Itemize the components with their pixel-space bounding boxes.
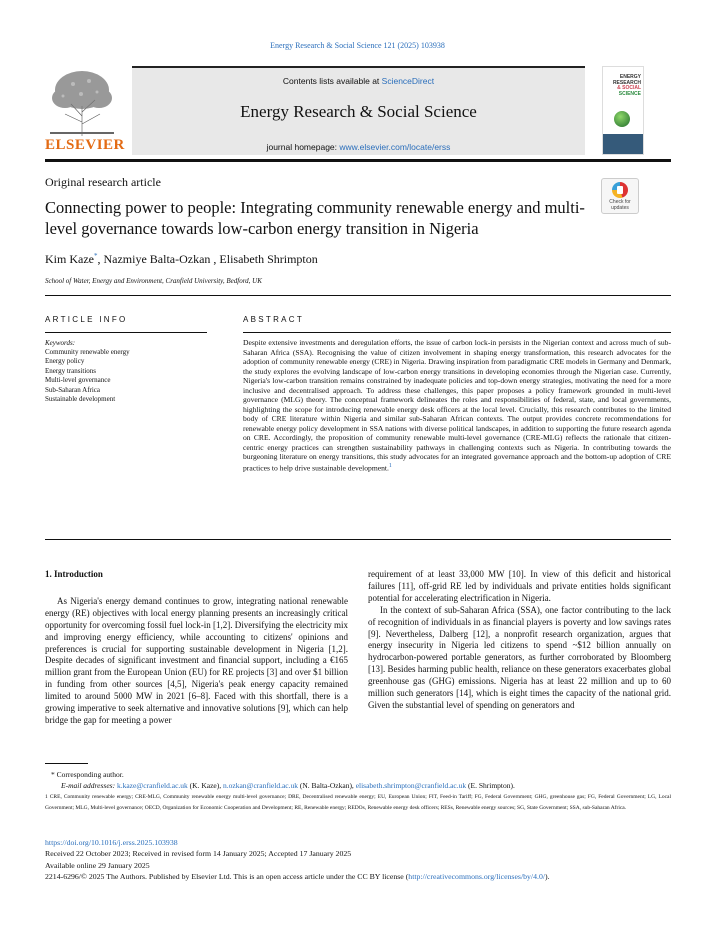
abstract-text-block — [243, 338, 671, 473]
keyword: Sustainable development — [45, 395, 116, 404]
email-link-shrimpton[interactable]: elisabeth.shrimpton@cranfield.ac.uk — [355, 781, 467, 790]
keyword: Energy policy — [45, 357, 85, 366]
header-divider — [45, 159, 671, 162]
article-title: Connecting power to people: Integrating community renewable energy and multi-level governance towards low-carbon energy transition in Nigeria — [45, 198, 585, 238]
abstract-rule — [243, 332, 671, 333]
article-info-heading: ARTICLE INFO — [45, 315, 128, 324]
elsevier-tree-icon — [45, 66, 119, 138]
abstract-heading: ABSTRACT — [243, 315, 305, 324]
abbreviations-footnote: 1 CRE, Community renewable energy; CRE-MLG, Community renewable energy multi-level governance; DRE, Decentralised renewable energy; EU, European Union; FIT, Feed-in Tariff; FG, Federal Government; GHG, greenhouse gas; FG, Federal Government; LG, Local Government; MLG, Multi-level governance; OECD, Organization for Economic Cooperation and Development; RE, Renewable energy; REDOs, Renewable energy desk officers; RESs, Renewable energy sources; SG, State Government; SSA, sub-Saharan Africa. — [45, 794, 671, 811]
body-column-right — [368, 569, 671, 712]
elsevier-logo — [45, 66, 125, 156]
email-label: E-mail addresses: — [61, 781, 117, 790]
available-online-date: Available online 29 January 2025 — [45, 860, 150, 870]
footnotes — [45, 770, 671, 813]
keywords-list — [45, 348, 130, 404]
check-updates-label: Check for updates — [609, 199, 631, 211]
article-info-rule — [45, 332, 207, 333]
email-addresses — [61, 781, 671, 790]
author-list — [45, 252, 318, 267]
corresponding-author-note: * Corresponding author. — [51, 770, 124, 779]
journal-header — [45, 66, 671, 158]
journal-reference-link[interactable]: Energy Research & Social Science 121 (2025) 103938 — [270, 41, 445, 50]
cover-title-line-1: ENERGY — [619, 74, 641, 80]
journal-homepage-link[interactable]: www.elsevier.com/locate/erss — [339, 142, 451, 152]
contents-prefix: Contents lists available at — [282, 76, 382, 86]
received-dates: Received 22 October 2023; Received in revised form 14 January 2025; Accepted 17 January 2025 — [45, 849, 352, 859]
abstract-text: Despite extensive investments and deregulation efforts, the issue of carbon lock-in persists in the Nigerian context and across much of sub-Saharan Africa (SSA). Recognising the value of citizen involvement in shaping energy transformation, this research advocates for the adoption of community renewable energy (CRE) in Nigeria. Drawing inspiration from paradigmatic CRE models in Germany and Denmark, the study explores the evolving landscape of low-carbon energy transitions in developing economies through the Nigerian case. Currently, Nigeria's low-carbon transition remains constrained by inadequate policies and top-down energy strategies, motivating the need for a more inclusive and decentralised approach. To address these challenges, this paper proposes a policy framework grounded in multi-level governance (MLG) theory. The conceptual framework delineates the roles and responsibilities of federal, state, and local governments, highlighting the scope for introducing renewable energy desk officers at the local level. Crucially, this research contributes to the limited body of CRE literature within Nigeria and similar sub-Saharan African contexts. The output provides concrete recommendations for renewable energy policy development in SSA nations with diverse political landscapes, in addition to supporting the future research agenda on CRE. Accordingly, the proposition of community renewable multi-level governance (CRE-MLG) reflects the rationale that citizen-centric energy practices can strengthen sustainability pathways in challenging contexts such as Nigeria. In contributing towards the burgeoning literature on energy transitions, this study advocates for an integrated governance approach and the bottom-up adoption of CRE practices to help drive sustainable development. — [243, 338, 671, 473]
author-name[interactable]: Kim Kaze — [45, 252, 94, 266]
doi-link[interactable]: https://doi.org/10.1016/j.erss.2025.103938 — [45, 838, 178, 847]
affiliation: School of Water, Energy and Environment, Cranfield University, Bedford, UK — [45, 277, 262, 285]
license-text: 2214-6296/© 2025 The Authors. Published by Elsevier Ltd. This is an open access article under the CC BY license ( — [45, 872, 409, 882]
sciencedirect-link[interactable]: ScienceDirect — [381, 76, 435, 86]
keyword: Sub-Saharan Africa — [45, 385, 101, 394]
license-line — [45, 871, 671, 882]
abstract-bottom-divider — [45, 539, 671, 540]
homepage-line — [132, 142, 585, 152]
check-updates-icon — [612, 182, 628, 198]
keyword: Community renewable energy — [45, 348, 130, 356]
email-owner: (K. Kaze), — [187, 781, 223, 790]
bibliographic-info — [45, 837, 671, 883]
cover-title-line-4: SCIENCE — [618, 90, 641, 97]
homepage-prefix: journal homepage: — [266, 142, 340, 152]
cover-title-line-2: RESEARCH — [612, 79, 641, 86]
publisher-name: ELSEVIER — [45, 137, 125, 153]
cover-title-line-3: & SOCIAL — [617, 85, 641, 91]
affiliation-divider — [45, 295, 671, 296]
body-column-left — [45, 569, 348, 727]
license-link[interactable]: http://creativecommons.org/licenses/by/4.0/ — [408, 872, 546, 882]
co-authors[interactable]: , Nazmiye Balta-Ozkan , Elisabeth Shrimpton — [97, 252, 318, 266]
body-paragraph: As Nigeria's energy demand continues to grow, integrating national renewable energy (RE) objectives with local energy planning presents an increasingly critical opportunity for overcoming fossil fuel lock-in [1,2]. Diversifying the electricity mix and improving energy efficiency, while accounting to citizens' opinions and preferences is crucial for supporting sustainable development in Nigeria [1,2]. Despite decades of significant investment and financial support, including a €165 million grant from the European Union (EU) for RE projects [3] and over $1 billion in funding from other sources [4,5], Nigeria's peak energy capacity remained limited to around 5000 MW in 2021 [6–8]. Faced with this shortfall, there is a growing imperative to seek alternative and innovative solutions [9], which can help bridge the gap for meeting a power — [45, 595, 348, 725]
email-link-kaze[interactable]: k.kaze@cranfield.ac.uk — [116, 781, 188, 790]
check-for-updates-badge[interactable] — [601, 178, 639, 214]
license-suffix: ). — [545, 872, 550, 882]
body-paragraph: In the context of sub-Saharan Africa (SSA), one factor contributing to the lack of recognition of individuals in as financial players is poverty and low savings rates [9]. Nevertheless, Dalberg [12], a nonprofit research organization, argues that energy insecurity in Nigeria led citizens to spend ~$12 billion annually on hydrocarbon-powered portable generators, as further corroborated by Bloomberg [13]. Besides harming public health, reliance on these generators exacerbates global greenhouse gas (GHG) emissions. Nigeria has at least 22 million and up to 60 million such generators [14], which is eight times the capacity of the national grid. Given the substantial level of spending on generators and — [368, 604, 671, 710]
cover-band — [603, 134, 643, 154]
globe-icon — [614, 111, 630, 127]
section-heading: 1. Introduction — [45, 569, 103, 579]
corresponding-author-mark[interactable]: * — [93, 252, 98, 260]
keyword: Multi-level governance — [45, 376, 111, 385]
keywords-label: Keywords: — [45, 339, 76, 347]
footnote-rule — [45, 763, 88, 764]
journal-name: Energy Research & Social Science — [240, 102, 477, 121]
contents-line — [132, 76, 585, 86]
cover-title — [605, 75, 641, 97]
keyword: Energy transitions — [45, 366, 97, 375]
email-owner: (E. Shrimpton). — [466, 781, 515, 790]
article-type: Original research article — [45, 175, 161, 189]
body-paragraph: requirement of at least 33,000 MW [10]. In view of this deficit and historical failures [11], off-grid RE led by individuals and private entities holds significant potential for accelerating electrification in Nigeria. — [368, 569, 671, 603]
email-owner: (N. Balta-Ozkan), — [298, 781, 356, 790]
journal-cover-thumbnail[interactable] — [602, 66, 644, 155]
email-link-ozkan[interactable]: n.ozkan@cranfield.ac.uk — [223, 781, 298, 790]
abbreviations-footnote-mark[interactable]: 1 — [388, 462, 392, 469]
journal-title-box — [132, 66, 585, 155]
